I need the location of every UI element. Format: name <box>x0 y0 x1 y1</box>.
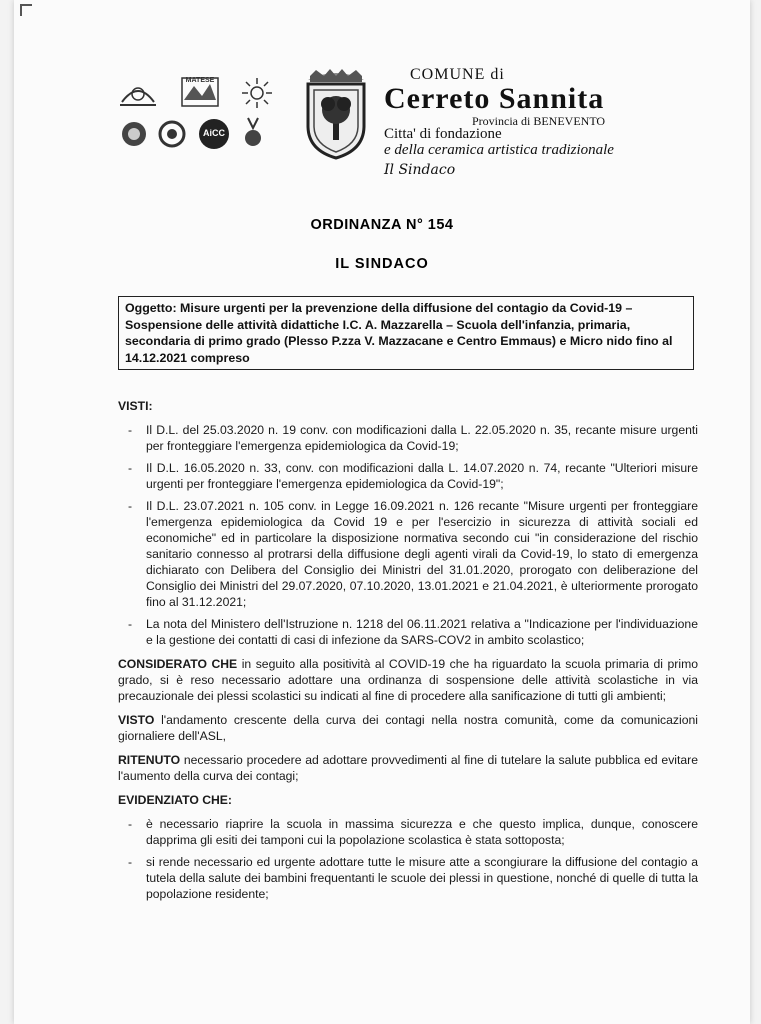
considerato-label: CONSIDERATO CHE <box>118 657 238 671</box>
evidenziato-item-text: si rende necessario ed urgente adottare tutte le misure atte a scongiurare la diffusione del contagio a tutela della salute dei bambini frequentanti le scuole dei plessi in questione, nonché di quelle di tutta la popolazione residente; <box>146 855 698 901</box>
list-dash: - <box>128 855 133 869</box>
motto-line-1: Citta' di fondazione <box>384 126 502 142</box>
ritenuto-text: necessario procedere ad adottare provvedimenti al fine di tutelare la salute pubblica ed evitare l'aumento della curva dei contagi; <box>118 753 698 783</box>
visti-item <box>118 422 698 454</box>
list-dash: - <box>128 499 133 513</box>
visti-heading: VISTI: <box>118 399 153 413</box>
visti-item-text: Il D.L. 23.07.2021 n. 105 conv. in Legge 16.09.2021 n. 126 recante "Misure urgenti per fronteggiare l'emergenza epidemiologica da Covid 19 e per l'esercizio in sicurezza di attività sociali ed economiche" ed in particolare la disposizione normativa secondo cui "in considerazione del rischio sanitario connesso al protrarsi della diffusione degli agenti virali da Covid-19, lo stato di emergenza dichiarato con Delibera del Consiglio dei Ministri del 31.01.2020, prorogato con deliberazione del Consiglio dei Ministri del 29.07.2020, 07.10.2020, 13.01.2021 e 21.04.2021, è ulteriormente prorogato fino al 31.12.2021; <box>146 499 698 609</box>
evidenziato-item <box>118 816 698 848</box>
subject-box: Oggetto: Misure urgenti per la prevenzione della diffusione del contagio da Covid-19 – Sospensione delle attività didattiche I.C. A. Mazzarella – Scuola dell'infanzia, primaria, secondaria di primo grado (Plesso P.zza V. Mazzacane e Centro Emmaus) e Micro nido fino al 14.12.2021 compreso <box>118 296 694 370</box>
ritenuto-paragraph <box>118 752 698 784</box>
matese-label: MATESE <box>185 77 215 84</box>
province-label: Provincia di BENEVENTO <box>472 114 606 128</box>
evidenziato-item <box>118 854 698 902</box>
circle-emblem-icon <box>158 120 186 148</box>
visto-text: l'andamento crescente della curva dei contagi nella nostra comunità, come da comunicazioni giornaliere dell'ASL, <box>118 713 698 743</box>
city-name: Cerreto Sannita <box>384 82 605 115</box>
visti-item <box>118 616 698 648</box>
visti-item <box>118 460 698 492</box>
list-dash: - <box>128 461 133 475</box>
sun-logo-icon <box>240 76 274 110</box>
partner-logos <box>118 74 288 156</box>
visto-label: VISTO <box>118 713 155 727</box>
considerato-text: in seguito alla positività al COVID-19 che ha riguardato la scuola primaria di primo grado, si è reso necessario adottare una ordinanza di sospensione delle attività scolastiche in via precauzionale dei plessi scolastici su indicati al fine di procedere alla sanificazione di tutti gli ambienti; <box>118 657 698 703</box>
comune-label: COMUNE di <box>410 66 505 83</box>
spiral-logo-icon <box>118 78 158 108</box>
authority-title: IL SINDACO <box>335 256 429 272</box>
visti-item-text: La nota del Ministero dell'Istruzione n. 1218 del 06.11.2021 relativa a "Indicazione per l'individuazione e la gestione dei contatti di casi di infezione da SARS-COV2 in ambito scolastico; <box>146 617 698 647</box>
visti-list <box>118 422 698 648</box>
round-emblem-icon <box>120 120 148 148</box>
considerato-paragraph <box>118 656 698 704</box>
ordinance-body <box>118 398 698 910</box>
aicc-label: AiCC <box>203 128 225 138</box>
visti-item-text: Il D.L. del 25.03.2020 n. 19 conv. con modificazioni dalla L. 22.05.2020 n. 35, recante misure urgenti per fronteggiare l'emergenza epidemiologica da Covid-19; <box>146 423 698 453</box>
ordinance-number: ORDINANZA N° 154 <box>310 217 454 233</box>
list-dash: - <box>128 617 133 631</box>
motto-line-2: e della ceramica artistica tradizionale <box>384 142 614 158</box>
list-dash: - <box>128 423 133 437</box>
municipal-crest-icon <box>296 68 376 160</box>
evidenziato-list <box>118 816 698 902</box>
visti-item <box>118 498 698 610</box>
document-page <box>14 0 750 1024</box>
page-corner-mark <box>20 4 32 16</box>
list-dash: - <box>128 817 133 831</box>
medal-icon <box>244 116 262 150</box>
ritenuto-label: RITENUTO <box>118 753 181 767</box>
aicc-logo-icon <box>198 118 230 150</box>
matese-logo-icon <box>180 76 220 108</box>
evidenziato-heading: EVIDENZIATO CHE: <box>118 793 232 807</box>
mayor-signature: Il Sindaco <box>384 162 456 178</box>
visto-paragraph <box>118 712 698 744</box>
visti-item-text: Il D.L. 16.05.2020 n. 33, conv. con modificazioni dalla L. 14.07.2020 n. 74, recante "Ulteriori misure urgenti per fronteggiare l'emergenza epidemiologica da Covid-19"; <box>146 461 698 491</box>
evidenziato-item-text: è necessario riaprire la scuola in massima sicurezza e che questo implica, dunque, conoscere dapprima gli esiti dei tamponi cui la popolazione scolastica è stata sottoposta; <box>146 817 698 847</box>
